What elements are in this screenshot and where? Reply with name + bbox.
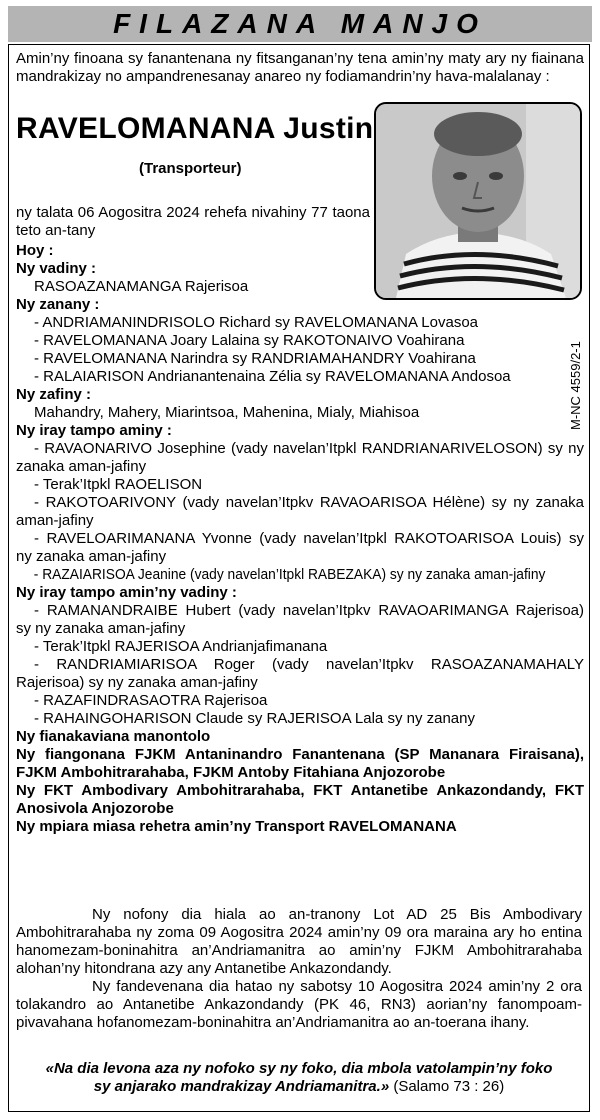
vadiny-label: Ny vadiny : [16,260,97,277]
list-item: - RAVELOMANANA Narindra sy RANDRIAMAHANDRY Voahirana [34,350,476,367]
funeral-details [16,906,582,1032]
list-item-cont: ny zanaka aman-jafiny [16,548,167,565]
quote-line-1: «Na dia levona aza ny nofoko sy ny foko, dia mbola vatolampin’ny foko [45,1060,553,1077]
fianakaviana: Ny fianakaviana manontolo [16,728,211,745]
list-item: - RANDRIAMIARISOA Roger (vady navelan’Itpkv RASOAZANAMAHALY [34,656,584,673]
zafiny-label: Ny zafiny : [16,386,92,403]
reference-code: M-NC 4559/2-1 [568,341,583,430]
list-item [16,566,577,584]
list-item: - RAVELOARIMANANA Yvonne (vady navelan’Itpkl RAKOTOARISOA Louis) sy [34,530,584,547]
bible-quote [16,1060,582,1096]
list-item: - RALAIARISON Andrianantenaina Zélia sy RAVELOMANANA Andosoa [34,368,511,385]
deceased-name: RAVELOMANANA Justin [16,112,374,145]
list-item-cont: Rajerisoa) sy ny zanaka aman-jafiny [16,674,258,691]
fiangonana-line-1: Ny fiangonana FJKM Antaninandro Fanantenana (SP Mananara Firaisana), [16,746,584,763]
deceased-profession: (Transporteur) [139,160,242,177]
family-list [16,242,584,836]
list-item: - Terak’Itpkl RAOELISON [34,476,203,493]
zafiny-names: Mahandry, Mahery, Miarintsoa, Mahenina, Mialy, Miahisoa [34,404,420,421]
quote-source: (Salamo 73 : 26) [393,1078,505,1095]
intro-text: Amin’ny finoana sy fanantenana ny fitsanganan’ny tena amin’ny maty ary ny fiainana mandrakizay no ampandrenesanay anareo ny fodiamandrin’ny hava-malalanay : [16,50,584,85]
list-item: - RAKOTOARIVONY (vady navelan’Itpkv RAVAOARISOA Hélène) sy ny zanaka [34,494,584,511]
header-title: FILAZANA MANJO [113,8,487,39]
list-item-cont: zanaka aman-jafiny [16,458,147,475]
death-line-1: ny talata 06 Aogositra 2024 rehefa nivahiny 77 taona [16,204,370,221]
header-banner [8,6,592,42]
death-line-2: teto an-tany [16,222,96,239]
funeral-paragraph-1: Ny nofony dia hiala ao an-tranony Lot AD 25 Bis Ambodivary Ambohitrarahaba ny zoma 09 Aogositra 2024 amin’ny 09 ora maraina ary ho entina hanomezam-boninahitra an’Andriamanitra ao amin’ny FJKM Ambohitrarahaba alohan’ny hitondrana azy any Antanetibe Ankazondandy. [16,906,582,977]
list-item: - RAVELOMANANA Joary Lalaina sy RAKOTONAIVO Voahirana [34,332,465,349]
list-item: - ANDRIAMANINDRISOLO Richard sy RAVELOMANANA Lovasoa [34,314,479,331]
iray-tampo-vady-label: Ny iray tampo amin’ny vadiny : [16,584,237,601]
vadiny-name: RASOAZANAMANGA Rajerisoa [34,278,249,295]
fkt-line-1: Ny FKT Ambodivary Ambohitrarahaba, FKT Antanetibe Ankazondandy, FKT [16,782,584,799]
list-item: - RAVAONARIVO Josephine (vady navelan’Itpkl RANDRIANARIVELOSON) sy ny [34,440,584,457]
death-announcement [16,204,370,240]
quote-line-2-wrap [16,1078,582,1096]
hoy-label: Hoy : [16,242,54,259]
fkt-line-2: Anosivola Anjozorobe [16,800,174,817]
list-item-text: - RAZAIARISOA Jeanine (vady navelan’Itpkl RABEZAKA) sy ny zanaka aman-jafiny [33,566,546,583]
list-item: - RAZAFINDRASAOTRA Rajerisoa [34,692,268,709]
mpiara-miasa: Ny mpiara miasa rehetra amin’ny Transport RAVELOMANANA [16,818,457,835]
list-item: - Terak’Itpkl RAJERISOA Andrianjafimanana [34,638,328,655]
fiangonana-line-2: FJKM Ambohitrarahaba, FJKM Antoby Fitahiana Anjozorobe [16,764,446,781]
list-item-cont: sy ny zanaka aman-jafiny [16,620,186,637]
list-item: - RAHAINGOHARISON Claude sy RAJERISOA Lala sy ny zanany [34,710,475,727]
list-item-cont: aman-jafiny [16,512,94,529]
funeral-paragraph-2: Ny fandevenana dia hatao ny sabotsy 10 Aogositra 2024 amin’ny 2 ora tolakandro ao Antanetibe Ankazondandy (PK 46, RN3) aorian’ny fanompoam-pivavahana hofanomezam-boninahitra an’Andriamanitra ao an-toerana ihany. [16,978,582,1031]
list-item: - RAMANANDRAIBE Hubert (vady navelan’Itpkv RAVAOARIMANGA Rajerisoa) [34,602,584,619]
quote-line-2: sy anjarako mandrakizay Andriamanitra.» [93,1078,390,1095]
zanany-label: Ny zanany : [16,296,100,313]
iray-tampo-label: Ny iray tampo aminy : [16,422,172,439]
